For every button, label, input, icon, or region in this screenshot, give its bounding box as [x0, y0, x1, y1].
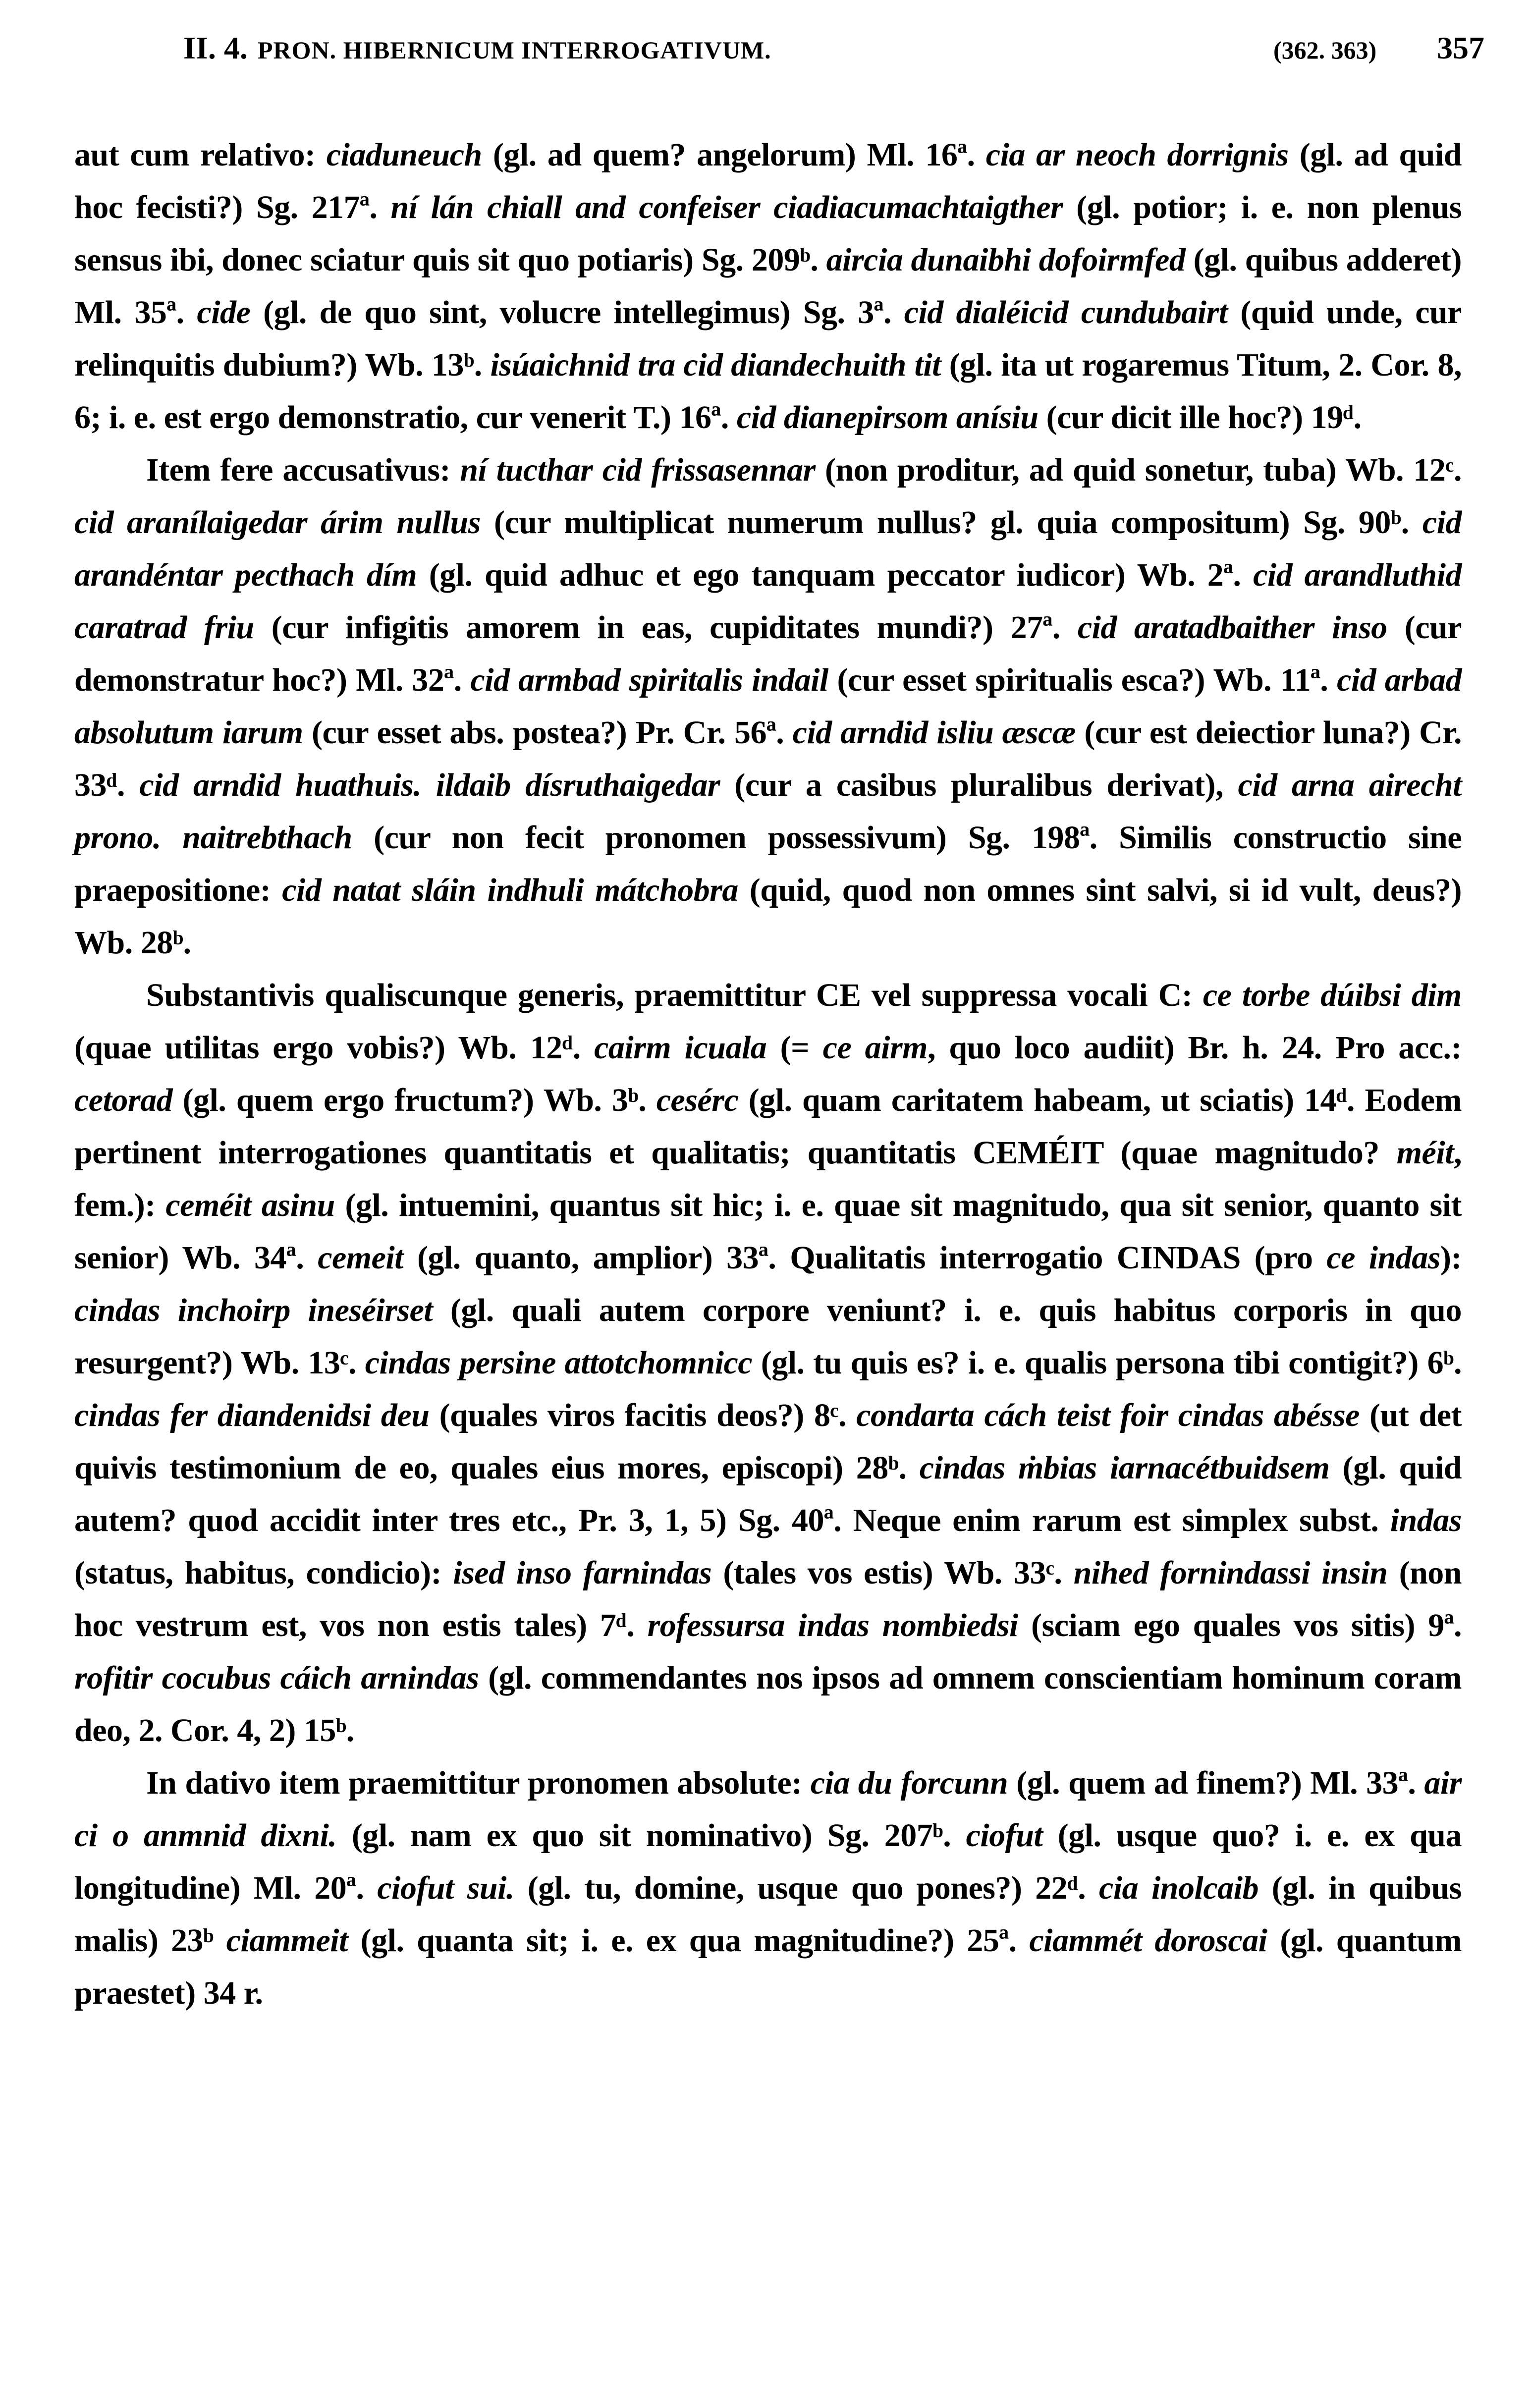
irish-form: cid aratadbaither inso	[1077, 609, 1387, 646]
irish-form: aircia dunaibhi dofoirmfed	[826, 242, 1186, 278]
latin-text: (non hoc vestrum est, vos non estis tales) 7ᵈ.	[74, 1555, 1462, 1643]
latin-text: (gl. quam caritatem habeam, ut sciatis) 14ᵈ. Eodem pertinent interrogationes quantitatis et qualitatis; quantitatis CEMÉIT (quae magnitudo?	[74, 1082, 1462, 1171]
irish-form: cid aranílaigedar árim nullus	[74, 504, 481, 541]
latin-text: aut cum relativo:	[74, 137, 327, 173]
irish-form: cindas ṁbias iarnacétbuidsem	[919, 1450, 1330, 1486]
irish-form: cetorad	[74, 1082, 173, 1118]
latin-text: (cur multiplicat numerum nullus? gl. quia compositum) Sg. 90ᵇ.	[480, 504, 1422, 541]
irish-form: rofitir cocubus cáich arnindas	[74, 1660, 479, 1696]
paragraph	[74, 129, 1462, 444]
latin-text: (gl. quid adhuc et ego tanquam peccator iudicor) Wb. 2ª.	[417, 557, 1254, 593]
irish-form: cindas persine attotchomnicc	[365, 1345, 753, 1381]
irish-form: cid dialéicid cundubairt	[904, 294, 1228, 330]
latin-text: (sciam ego quales vos sitis) 9ª.	[1018, 1607, 1462, 1643]
irish-form: ised inso farnindas	[453, 1555, 712, 1591]
page-number: 357	[1437, 30, 1484, 65]
irish-form: cid natat sláin indhuli mátchobra	[282, 872, 738, 908]
irish-form: cid arandéntar pecthach dím	[74, 504, 1462, 593]
latin-text: (gl. ita ut rogaremus Titum, 2. Cor. 8, 6; i. e. est ergo demonstratio, cur venerit T.) 16ª.	[74, 347, 1462, 436]
latin-text: (cur demonstratur hoc?) Ml. 32ª.	[74, 609, 1462, 698]
latin-text: (gl. in quibus malis) 23ᵇ	[74, 1870, 1462, 1959]
latin-text: (non proditur, ad quid sonetur, tuba) Wb. 12ᶜ.	[815, 452, 1462, 488]
irish-form: ní lán chiall and confeiser ciadiacumachtaigther	[390, 189, 1063, 225]
irish-form: condarta cách teist foir cindas abésse	[856, 1397, 1360, 1433]
irish-form: ce torbe dúibsi dim	[1203, 977, 1462, 1013]
page-body	[74, 129, 1462, 2020]
irish-form: cesérc	[656, 1082, 739, 1118]
latin-text: (quales viros facitis deos?) 8ᶜ.	[429, 1397, 857, 1433]
latin-text: (status, habitus, condicio):	[74, 1555, 453, 1591]
irish-form: isúaichnid tra cid diandechuith tit	[490, 347, 941, 383]
irish-form: cindas inchoirp ineséirset	[74, 1292, 433, 1328]
latin-text: (cur infigitis amorem in eas, cupiditates mundi?) 27ª.	[254, 609, 1078, 646]
latin-text: , quo loco audiit) Br. h. 24. Pro acc.:	[927, 1030, 1462, 1066]
irish-form: ce airm	[822, 1030, 928, 1066]
irish-form: cid dianepirsom anísiu	[736, 399, 1039, 436]
latin-text: (gl. intuemini, quantus sit hic; i. e. quae sit magnitudo, qua sit senior, quanto sit senior) Wb. 34ª.	[74, 1187, 1462, 1276]
latin-text: (gl. quanta sit; i. e. ex qua magnitudine?) 25ª.	[347, 1922, 1030, 1959]
latin-text: (gl. quid autem? quod accidit inter tres etc., Pr. 3, 1, 5) Sg. 40ª. Neque enim rarum est simplex subst.	[74, 1450, 1462, 1538]
latin-text: ):	[1440, 1240, 1462, 1276]
latin-text: Substantivis qualiscunque generis, praemittitur CE vel suppressa vocali C:	[146, 977, 1203, 1013]
latin-text: (gl. commendantes nos ipsos ad omnem conscientiam hominum coram deo, 2. Cor. 4, 2) 15ᵇ.	[74, 1660, 1462, 1749]
irish-form: cid arndid huathuis. ildaib dísruthaigedar	[139, 767, 720, 803]
latin-text: Item fere accusativus:	[146, 452, 460, 488]
latin-text: (gl. quali autem corpore veniunt? i. e. quis habitus corporis in quo resurgent?) Wb. 13ᶜ.	[74, 1292, 1462, 1381]
latin-text: (gl. quem ergo fructum?) Wb. 3ᵇ.	[172, 1082, 656, 1118]
irish-form: cia ar neoch dorrignis	[985, 137, 1289, 173]
irish-form: ciaduneuch	[326, 137, 482, 173]
paragraph	[74, 1757, 1462, 2020]
irish-form: ciammét doroscai	[1029, 1922, 1267, 1959]
paragraph	[74, 969, 1462, 1757]
irish-form: ciofut	[966, 1817, 1043, 1854]
irish-form: indas	[1390, 1502, 1462, 1538]
irish-form: cindas fer diandenidsi deu	[74, 1397, 430, 1433]
paragraph	[74, 444, 1462, 969]
irish-form: cid arbad absolutum iarum	[74, 662, 1462, 751]
latin-text: (=	[766, 1030, 823, 1066]
header-paragraph-range: (362. 363)	[1273, 36, 1377, 64]
latin-text: (gl. ad quem? angelorum) Ml. 16ª.	[482, 137, 986, 173]
latin-text: (ut det quivis testimonium de eo, quales eius mores, episcopi) 28ᵇ.	[74, 1397, 1462, 1486]
irish-form: ceméit asinu	[165, 1187, 335, 1223]
irish-form: nihed fornindassi insin	[1073, 1555, 1388, 1591]
irish-form: ní tucthar cid frissasennar	[460, 452, 816, 488]
irish-form: cide	[197, 294, 251, 330]
latin-text: (cur esset abs. postea?) Pr. Cr. 56ª.	[303, 714, 793, 751]
latin-text: (gl. quem ad finem?) Ml. 33ª.	[1008, 1765, 1424, 1801]
latin-text: (cur est deiectior luna?) Cr. 33ᵈ.	[74, 714, 1462, 803]
latin-text: (gl. quibus adderet) Ml. 35ª.	[74, 242, 1462, 330]
irish-form: cid arandluthid caratrad friu	[74, 557, 1462, 646]
latin-text: (gl. de quo sint, volucre intellegimus) Sg. 3ª.	[250, 294, 904, 330]
irish-form: ce indas	[1326, 1240, 1440, 1276]
irish-form: cia inolcaib	[1099, 1870, 1258, 1906]
latin-text: (gl. potior; i. e. non plenus sensus ibi, donec sciatur quis sit quo potiaris) Sg. 209ᵇ.	[74, 189, 1462, 278]
latin-text: (quid unde, cur relinquitis dubium?) Wb. 13ᵇ.	[74, 294, 1462, 383]
irish-form: air ci o anmnid dixni.	[74, 1765, 1462, 1854]
latin-text: (gl. quanto, amplior) 33ª. Qualitatis interrogatio CINDAS (pro	[403, 1240, 1327, 1276]
latin-text: (gl. nam ex quo sit nominativo) Sg. 207ᵇ.	[336, 1817, 966, 1854]
header-title: PRON. HIBERNICUM INTERROGATIVUM.	[258, 36, 771, 64]
irish-form: cid arndid isliu æscæ	[792, 714, 1076, 751]
irish-form: cemeit	[318, 1240, 404, 1276]
irish-form: cid armbad spiritalis indail	[470, 662, 828, 698]
header-section: II. 4.	[183, 30, 248, 65]
irish-form: ciofut sui.	[377, 1870, 514, 1906]
latin-text: (cur dicit ille hoc?) 19ᵈ.	[1038, 399, 1362, 436]
irish-form: rofessursa indas nombiedsi	[647, 1607, 1018, 1643]
latin-text: (quae utilitas ergo vobis?) Wb. 12ᵈ.	[74, 1030, 595, 1066]
irish-form: cairm icuala	[594, 1030, 767, 1066]
latin-text: (cur a casibus pluralibus derivat),	[720, 767, 1238, 803]
latin-text: (gl. tu, domine, usque quo pones?) 22ᵈ.	[514, 1870, 1099, 1906]
latin-text: (cur non fecit pronomen possessivum) Sg. 198ª. Similis constructio sine praepositione:	[74, 820, 1462, 908]
latin-text: In dativo item praemittitur pronomen absolute:	[146, 1765, 811, 1801]
latin-text: (gl. quantum praestet) 34 r.	[74, 1922, 1462, 2011]
latin-text: (gl. tu quis es? i. e. qualis persona tibi contigit?) 6ᵇ.	[752, 1345, 1462, 1381]
irish-form: cia du forcunn	[810, 1765, 1008, 1801]
latin-text: (gl. usque quo? i. e. ex qua longitudine) Ml. 20ª.	[74, 1817, 1462, 1906]
latin-text: (cur esset spiritualis esca?) Wb. 11ª.	[828, 662, 1337, 698]
latin-text: , fem.):	[74, 1135, 1462, 1223]
irish-form: ciammeit	[226, 1922, 348, 1959]
running-header	[0, 0, 1531, 114]
irish-form: cid arna airecht prono. naitrebthach	[74, 767, 1462, 856]
latin-text: (tales vos estis) Wb. 33ᶜ.	[711, 1555, 1074, 1591]
latin-text: (gl. ad quid hoc fecisti?) Sg. 217ª.	[74, 137, 1462, 225]
irish-form: méit	[1396, 1135, 1454, 1171]
latin-text: (quid, quod non omnes sint salvi, si id vult, deus?) Wb. 28ᵇ.	[74, 872, 1462, 961]
